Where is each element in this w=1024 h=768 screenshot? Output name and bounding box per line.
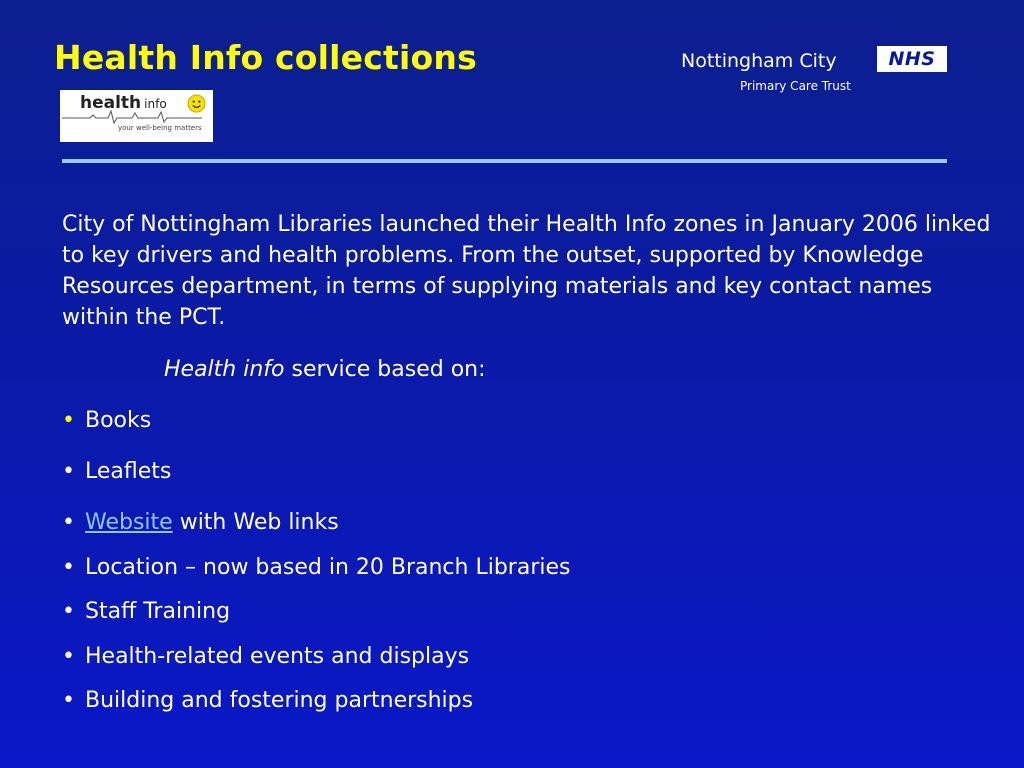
organisation-name: Nottingham City [681, 50, 837, 72]
logo-word-health: health [80, 93, 142, 113]
bullet-marker: • [62, 555, 75, 580]
list-item-text: Leaflets [85, 459, 172, 484]
list-item [62, 510, 339, 535]
logo-tagline: your well-being matters [118, 124, 202, 132]
list-item-text: with Web links [172, 510, 339, 535]
slide-title: Health Info collections [54, 38, 477, 77]
header-divider [62, 159, 947, 163]
list-item [62, 644, 469, 669]
list-item [62, 599, 230, 624]
list-item-text: Building and fostering partnerships [85, 688, 474, 713]
service-basis-text: service based on: [284, 357, 486, 382]
nhs-logo [877, 46, 947, 72]
website-link[interactable]: Website [85, 510, 173, 535]
bullet-marker: • [62, 510, 75, 535]
ecg-line-icon [62, 110, 202, 124]
list-item-text: Health-related events and displays [85, 644, 470, 669]
service-basis-line [164, 357, 486, 382]
list-item-text: Staff Training [85, 599, 231, 624]
list-item [62, 408, 151, 433]
service-basis-emphasis: Health info [164, 357, 285, 382]
organisation-subtitle: Primary Care Trust [740, 79, 851, 93]
bullet-marker: • [62, 688, 75, 713]
list-item [62, 459, 171, 484]
bullet-marker: • [62, 459, 75, 484]
list-item [62, 555, 570, 580]
logo-word-info: info [144, 97, 167, 111]
bullet-marker: • [62, 408, 75, 433]
health-info-logo [60, 90, 213, 142]
nhs-logo-text: NHS [888, 48, 936, 70]
list-item-text: Books [85, 408, 152, 433]
list-item-text: Location – now based in 20 Branch Libraries [85, 555, 571, 580]
list-item [62, 688, 473, 713]
bullet-marker: • [62, 644, 75, 669]
intro-paragraph: City of Nottingham Libraries launched their Health Info zones in January 2006 linked to key drivers and health problems. From the outset, supported by Knowledge Resources department, in terms of supplying materials and key contact names within the PCT. [62, 212, 991, 330]
bullet-marker: • [62, 599, 75, 624]
